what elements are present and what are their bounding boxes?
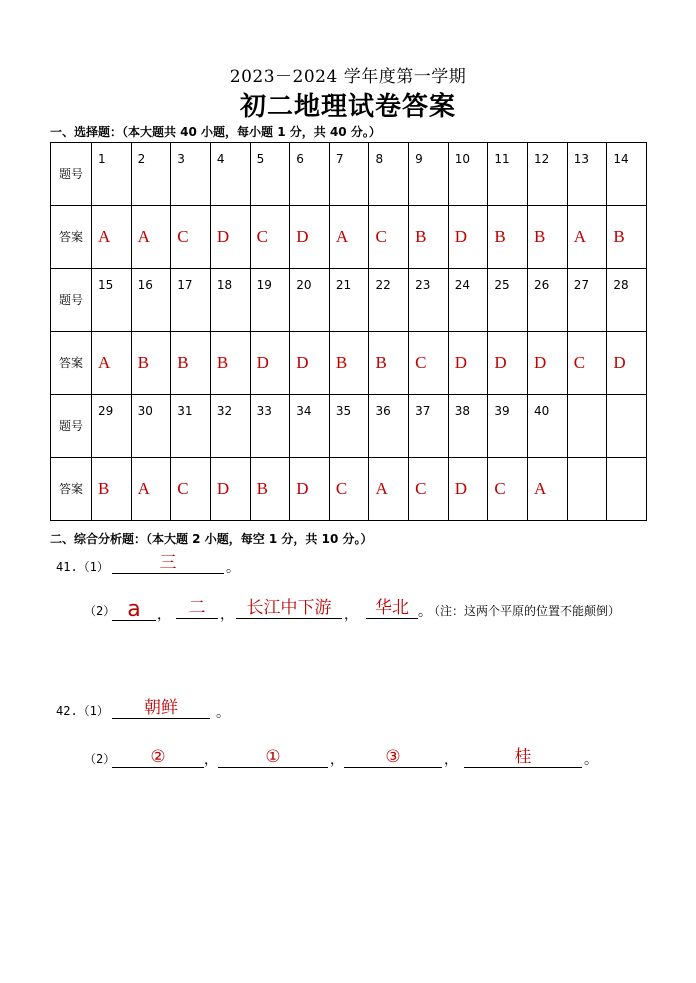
answer-row <box>51 206 647 269</box>
answer-letter-cell: D <box>290 332 330 395</box>
question-number-cell: 36 <box>369 395 409 458</box>
question-number-cell: 39 <box>488 395 528 458</box>
answer-letter-cell: A <box>329 206 369 269</box>
question-number-cell: 40 <box>528 395 568 458</box>
answer-letter-cell: A <box>131 458 171 521</box>
q41-1-answer: 三 <box>112 553 224 574</box>
question-number-cell: 7 <box>329 143 369 206</box>
q42-2-comma-3: ， <box>444 752 458 768</box>
q42-2-label: （2） <box>84 752 116 766</box>
answer-letter-cell: B <box>528 206 568 269</box>
answer-letter-cell: C <box>171 206 211 269</box>
question-number-cell: 26 <box>528 269 568 332</box>
q41-2-comma-2: ， <box>220 607 234 623</box>
answer-letter-cell: B <box>607 206 647 269</box>
row-label-answer: 答案 <box>51 206 92 269</box>
answer-letter-cell: B <box>210 332 250 395</box>
answer-letter-cell: B <box>131 332 171 395</box>
section2-heading: 二、综合分析题：（本大题 2 小题，每空 1 分，共 10 分。） <box>50 532 373 546</box>
question-number-cell: 25 <box>488 269 528 332</box>
answer-letter-cell: D <box>488 332 528 395</box>
row-label-question: 题号 <box>51 395 92 458</box>
q42-2-answer-b: ① <box>218 747 328 768</box>
question-number-cell: 5 <box>250 143 290 206</box>
question-number-cell: 6 <box>290 143 330 206</box>
question-number-cell: 11 <box>488 143 528 206</box>
q41-note: （注：这两个平原的位置不能颠倒） <box>428 604 621 618</box>
question-number-cell: 18 <box>210 269 250 332</box>
answer-row <box>51 458 647 521</box>
answer-letter-cell: A <box>369 458 409 521</box>
question-number-cell: 4 <box>210 143 250 206</box>
question-number-cell: 12 <box>528 143 568 206</box>
answer-letter-cell: D <box>528 332 568 395</box>
q41-2-answer-c: 长江中下游 <box>236 598 342 619</box>
question-number-cell: 22 <box>369 269 409 332</box>
answer-letter-cell: D <box>448 206 488 269</box>
question-number-cell: 10 <box>448 143 488 206</box>
answer-letter-cell <box>607 458 647 521</box>
q41-2-comma-3: ， <box>344 607 358 623</box>
answer-letter-cell: A <box>92 206 132 269</box>
question-number-cell: 30 <box>131 395 171 458</box>
question-number-cell: 3 <box>171 143 211 206</box>
question-number-cell: 32 <box>210 395 250 458</box>
q41-number: 41.（1） <box>56 560 109 574</box>
answer-letter-cell: B <box>409 206 449 269</box>
answer-letter-cell: C <box>409 332 449 395</box>
row-label-question: 题号 <box>51 269 92 332</box>
answer-letter-cell: A <box>567 206 607 269</box>
page-title: 初二地理试卷答案 <box>239 92 456 122</box>
answer-letter-cell: C <box>171 458 211 521</box>
row-label-answer: 答案 <box>51 458 92 521</box>
q41-2-answer-b: 二 <box>176 598 218 619</box>
question-number-cell: 15 <box>92 269 132 332</box>
q41-1-period: 。 <box>226 560 240 576</box>
question-number-cell: 33 <box>250 395 290 458</box>
q41-2-answer-d: 华北 <box>366 598 418 619</box>
question-number-cell: 1 <box>92 143 132 206</box>
answer-letter-cell: C <box>567 332 607 395</box>
answer-letter-cell: D <box>250 332 290 395</box>
question-number-cell: 8 <box>369 143 409 206</box>
question-number-cell: 13 <box>567 143 607 206</box>
q42-2-comma-1: ， <box>204 752 218 768</box>
question-number-cell: 35 <box>329 395 369 458</box>
q42-2-answer-d: 桂 <box>464 747 582 768</box>
question-number-cell: 29 <box>92 395 132 458</box>
term-heading: 2023－2024 学年度第一学期 <box>229 67 467 87</box>
question-number-cell: 21 <box>329 269 369 332</box>
question-number-row <box>51 143 647 206</box>
question-number-cell: 24 <box>448 269 488 332</box>
question-number-cell <box>567 395 607 458</box>
question-number-cell: 23 <box>409 269 449 332</box>
question-number-cell: 19 <box>250 269 290 332</box>
q42-2-answer-a: ② <box>112 747 204 768</box>
answer-letter-cell: D <box>448 458 488 521</box>
question-number-row <box>51 269 647 332</box>
q42-2-period: 。 <box>584 752 598 768</box>
question-number-cell: 31 <box>171 395 211 458</box>
q42-number: 42.（1） <box>56 704 109 718</box>
question-number-cell: 20 <box>290 269 330 332</box>
answer-letter-cell: D <box>290 458 330 521</box>
answer-letter-cell: B <box>329 332 369 395</box>
q42-1-period: 。 <box>216 705 230 721</box>
answer-letter-cell: B <box>488 206 528 269</box>
answer-letter-cell: A <box>92 332 132 395</box>
answer-row <box>51 332 647 395</box>
answer-letter-cell: A <box>131 206 171 269</box>
q42-1-answer: 朝鲜 <box>112 698 210 719</box>
row-label-question: 题号 <box>51 143 92 206</box>
question-number-cell: 28 <box>607 269 647 332</box>
question-number-row <box>51 395 647 458</box>
answer-letter-cell: C <box>488 458 528 521</box>
answer-letter-cell: C <box>250 206 290 269</box>
answer-letter-cell: D <box>290 206 330 269</box>
answer-letter-cell <box>567 458 607 521</box>
section1-heading: 一、选择题：（本大题共 40 小题，每小题 1 分，共 40 分。） <box>50 125 381 139</box>
answer-letter-cell: B <box>369 332 409 395</box>
answer-letter-cell: B <box>250 458 290 521</box>
answer-letter-cell: C <box>369 206 409 269</box>
q41-2-period: 。 <box>418 604 432 620</box>
question-number-cell: 16 <box>131 269 171 332</box>
question-number-cell <box>607 395 647 458</box>
question-number-cell: 27 <box>567 269 607 332</box>
question-number-cell: 14 <box>607 143 647 206</box>
row-label-answer: 答案 <box>51 332 92 395</box>
answer-letter-cell: B <box>171 332 211 395</box>
question-number-cell: 9 <box>409 143 449 206</box>
question-number-cell: 17 <box>171 269 211 332</box>
q41-2-label: （2） <box>84 604 116 618</box>
answer-letter-cell: C <box>329 458 369 521</box>
answer-table <box>50 142 647 521</box>
answer-letter-cell: A <box>528 458 568 521</box>
question-number-cell: 34 <box>290 395 330 458</box>
answer-letter-cell: B <box>92 458 132 521</box>
question-number-cell: 37 <box>409 395 449 458</box>
question-number-cell: 38 <box>448 395 488 458</box>
answer-letter-cell: D <box>210 458 250 521</box>
answer-letter-cell: D <box>607 332 647 395</box>
q42-2-answer-c: ③ <box>344 747 442 768</box>
answer-letter-cell: D <box>210 206 250 269</box>
q41-2-comma-1: ， <box>157 607 171 623</box>
q42-2-comma-2: ， <box>330 752 344 768</box>
answer-letter-cell: C <box>409 458 449 521</box>
answer-letter-cell: D <box>448 332 488 395</box>
question-number-cell: 2 <box>131 143 171 206</box>
q41-2-answer-a: a <box>112 600 156 621</box>
